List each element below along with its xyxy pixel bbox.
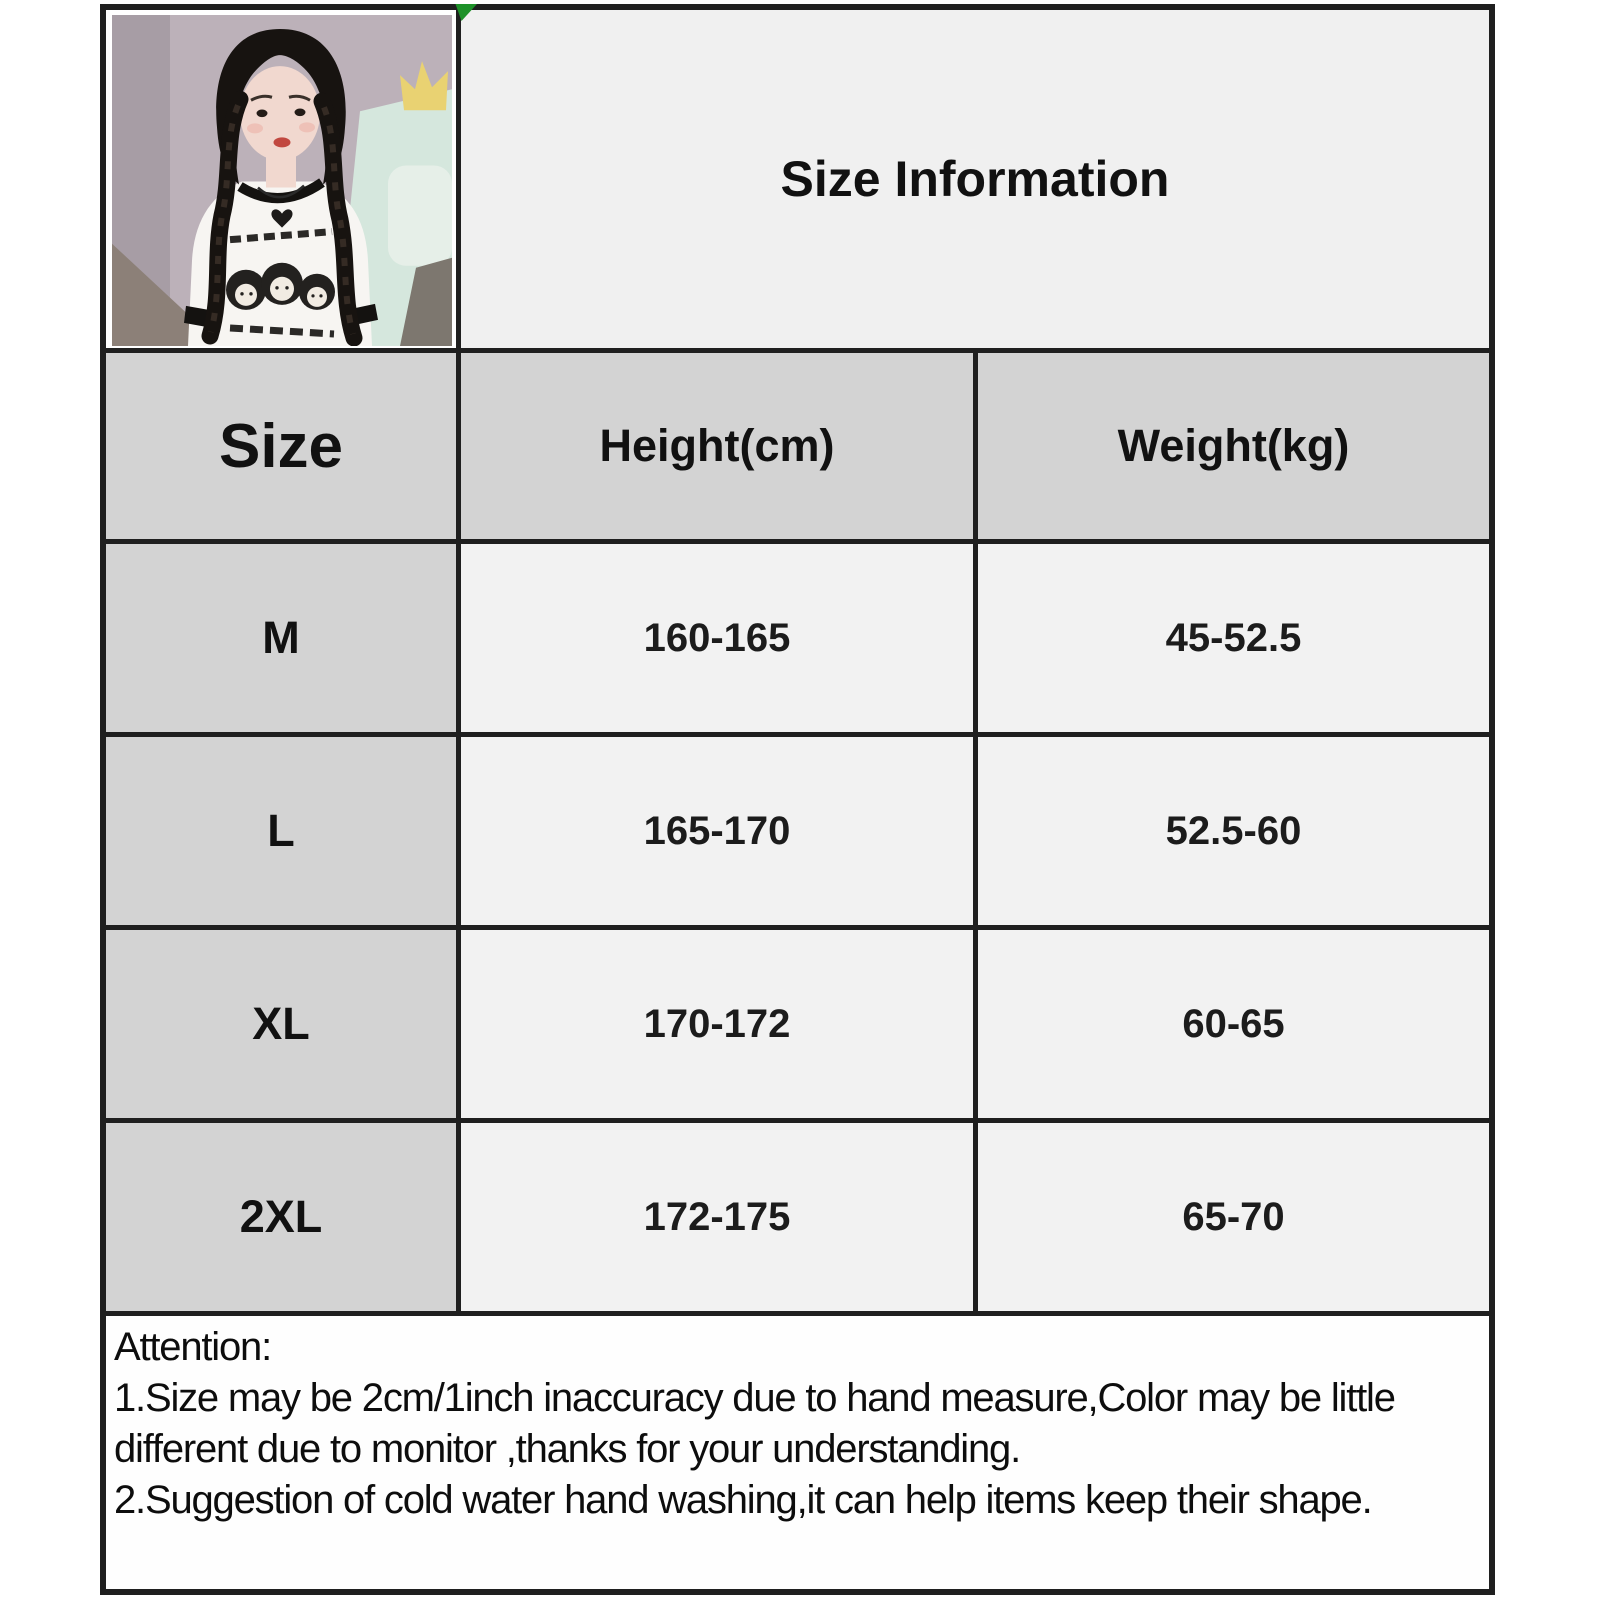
- row-m-weight: 45-52.5: [978, 544, 1489, 732]
- photo-left-eye: [257, 109, 268, 117]
- attention-line-3: 2.Suggestion of cold water hand washing,it can help items keep their shape.: [114, 1478, 1372, 1522]
- size-information-title: Size Information: [461, 10, 1489, 348]
- header-height: Height(cm): [461, 353, 973, 539]
- photo-bedding-light: [388, 165, 452, 265]
- header-weight: Weight(kg): [978, 353, 1489, 539]
- row-2xl-height: 172-175: [461, 1123, 973, 1311]
- row-xl-size: XL: [106, 930, 456, 1118]
- row-m-size: M: [106, 544, 456, 732]
- row-xl-height: 170-172: [461, 930, 973, 1118]
- row-2xl-size: 2XL: [106, 1123, 456, 1311]
- attention-heading: Attention:: [114, 1325, 272, 1369]
- row-m-height: 160-165: [461, 544, 973, 732]
- photo-lips: [274, 137, 291, 147]
- attention-line-2: different due to monitor ,thanks for your understanding.: [114, 1427, 1020, 1471]
- photo-right-eye: [295, 108, 306, 116]
- row-l-weight: 52.5-60: [978, 737, 1489, 925]
- size-chart-table: [100, 4, 1495, 1595]
- header-size: Size: [106, 353, 456, 539]
- row-2xl-weight: 65-70: [978, 1123, 1489, 1311]
- product-photo: [112, 15, 452, 346]
- attention-box: [106, 1316, 1489, 1589]
- row-l-height: 165-170: [461, 737, 973, 925]
- row-l-size: L: [106, 737, 456, 925]
- photo-right-blush: [299, 122, 315, 132]
- product-photo-cell: [106, 10, 456, 348]
- photo-left-blush: [247, 123, 263, 133]
- attention-line-1: 1.Size may be 2cm/1inch inaccuracy due to hand measure,Color may be little: [114, 1376, 1395, 1420]
- row-xl-weight: 60-65: [978, 930, 1489, 1118]
